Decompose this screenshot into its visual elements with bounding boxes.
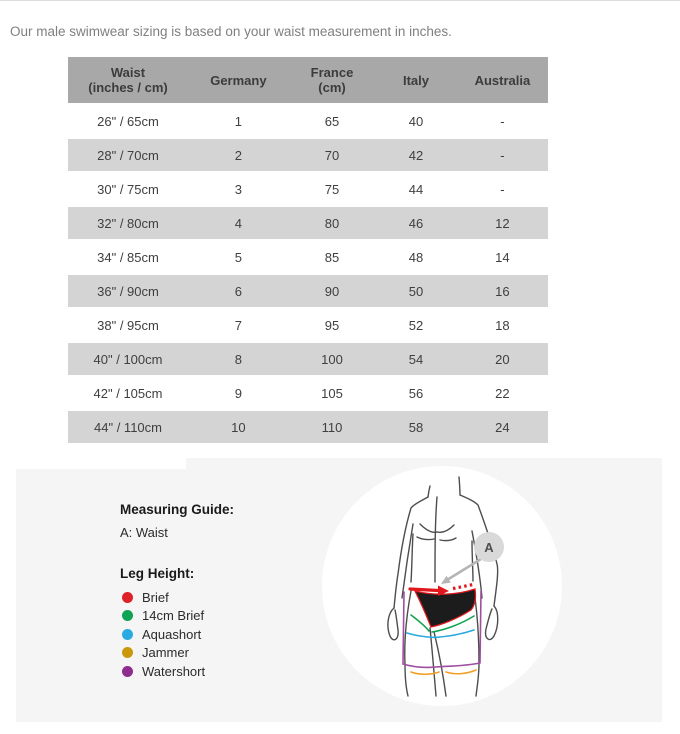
table-header-cell: Australia: [457, 57, 548, 104]
leg-height-title: Leg Height:: [120, 566, 195, 581]
table-cell: 42: [375, 138, 457, 172]
table-cell: 58: [375, 410, 457, 443]
legend-dot: [122, 647, 133, 658]
table-cell: 8: [188, 342, 289, 376]
table-cell: 32" / 80cm: [68, 206, 188, 240]
size-table: [68, 57, 548, 443]
table-row: [68, 138, 548, 172]
table-cell: -: [457, 172, 548, 206]
measure-badge-label: A: [484, 540, 494, 555]
legend-dot: [122, 610, 133, 621]
table-cell: 44" / 110cm: [68, 410, 188, 443]
table-cell: 5: [188, 240, 289, 274]
table-row: [68, 172, 548, 206]
table-cell: 36" / 90cm: [68, 274, 188, 308]
legend-label: Aquashort: [142, 626, 202, 642]
table-header-cell: France (cm): [289, 57, 375, 104]
legend-label: Watershort: [142, 663, 206, 679]
table-cell: 16: [457, 274, 548, 308]
table-cell: 6: [188, 274, 289, 308]
table-row: [68, 274, 548, 308]
table-cell: 4: [188, 206, 289, 240]
table-cell: 26" / 65cm: [68, 104, 188, 138]
leg-height-legend: [120, 588, 234, 681]
table-cell: 10: [188, 410, 289, 443]
page-top-divider: [0, 0, 680, 1]
legend-dot: [122, 666, 133, 677]
legend-item: [120, 588, 234, 607]
measuring-guide-title: Measuring Guide:: [120, 502, 235, 517]
table-cell: -: [457, 104, 548, 138]
table-cell: 100: [289, 342, 375, 376]
measuring-guide-block: [120, 502, 234, 681]
table-cell: 48: [375, 240, 457, 274]
table-cell: 30" / 75cm: [68, 172, 188, 206]
table-cell: 75: [289, 172, 375, 206]
legend-item: [120, 644, 234, 663]
size-table-body: [68, 104, 548, 443]
table-cell: 12: [457, 206, 548, 240]
intro-text: Our male swimwear sizing is based on your waist measurement in inches.: [10, 23, 452, 39]
table-cell: 95: [289, 308, 375, 342]
table-cell: 18: [457, 308, 548, 342]
table-cell: 80: [289, 206, 375, 240]
legend-label: Brief: [142, 589, 169, 605]
table-cell: 105: [289, 376, 375, 410]
table-header-cell: Waist (inches / cm): [68, 57, 188, 104]
table-cell: 28" / 70cm: [68, 138, 188, 172]
table-cell: 14: [457, 240, 548, 274]
table-cell: 1: [188, 104, 289, 138]
table-cell: 54: [375, 342, 457, 376]
measuring-guide-item-a-waist: A: Waist: [120, 525, 168, 540]
legend-item: [120, 607, 234, 626]
table-cell: 42" / 105cm: [68, 376, 188, 410]
table-header-row: [68, 57, 548, 104]
waist-arrow-shaft: [410, 589, 438, 591]
table-header-cell: Germany: [188, 57, 289, 104]
table-cell: 3: [188, 172, 289, 206]
legend-item: [120, 625, 234, 644]
legend-item: [120, 662, 234, 681]
table-row: [68, 104, 548, 138]
table-cell: 85: [289, 240, 375, 274]
table-cell: 50: [375, 274, 457, 308]
table-header-cell: Italy: [375, 57, 457, 104]
table-cell: 44: [375, 172, 457, 206]
legend-label: Jammer: [142, 645, 189, 661]
table-cell: 2: [188, 138, 289, 172]
male-figure-illustration: [310, 460, 578, 708]
table-cell: 52: [375, 308, 457, 342]
size-table-header: [68, 57, 548, 104]
table-row: [68, 240, 548, 274]
table-cell: 38" / 95cm: [68, 308, 188, 342]
table-row: [68, 410, 548, 443]
table-cell: 7: [188, 308, 289, 342]
table-cell: 20: [457, 342, 548, 376]
table-cell: 90: [289, 274, 375, 308]
table-cell: 9: [188, 376, 289, 410]
table-cell: 56: [375, 376, 457, 410]
table-cell: 46: [375, 206, 457, 240]
table-row: [68, 376, 548, 410]
table-cell: 24: [457, 410, 548, 443]
table-cell: 70: [289, 138, 375, 172]
table-cell: 110: [289, 410, 375, 443]
table-cell: 22: [457, 376, 548, 410]
table-row: [68, 342, 548, 376]
table-cell: 65: [289, 104, 375, 138]
table-cell: -: [457, 138, 548, 172]
table-row: [68, 206, 548, 240]
legend-dot: [122, 592, 133, 603]
table-cell: 34" / 85cm: [68, 240, 188, 274]
table-cell: 40" / 100cm: [68, 342, 188, 376]
legend-dot: [122, 629, 133, 640]
table-cell: 40: [375, 104, 457, 138]
legend-label: 14cm Brief: [142, 608, 205, 624]
table-row: [68, 308, 548, 342]
